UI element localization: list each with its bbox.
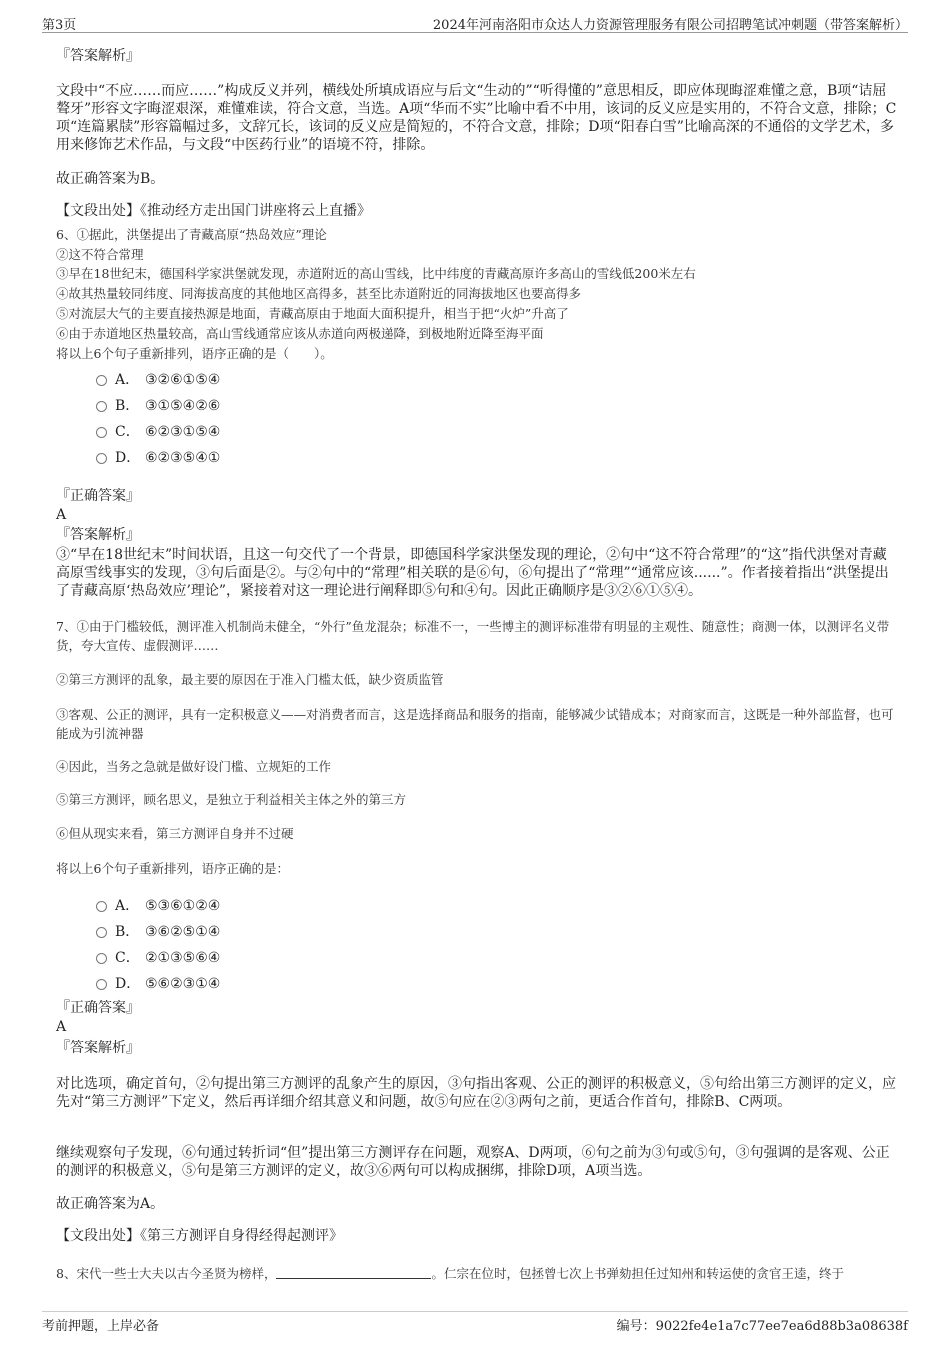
q5-analysis: 文段中“不应……而应……”构成反义并列，横线处所填成语应与后文“生动的”“听得懂的”意思相反，即应体现晦涩难懂之意，B项“诘屈聱牙”形容文字晦涩艰深，难懂难读，符合文意，当选。A项“华而不实”比喻中看不中用，该词的反义应是实用的，不符合文意，排除；C项“连篇累牍”形容篇幅过多，文辞冗长，该词的反义应是简短的，不符合文意，排除；D项“阳春白雪”比喻高深的不通俗的文学艺术，多用来修饰艺术作品，与文段“中医药行业”的语境不符，排除。: [56, 83, 897, 153]
q7-option-b[interactable]: B． ③⑥②⑤①④: [96, 921, 220, 939]
q6-analysis: ③“早在18世纪末”时间状语，且这一句交代了一个背景，即德国科学家洪堡发现的理论，②句中“这不符合常理”的“这”指代洪堡对青藏高原雪线事实的发现，③句后面是②。与②句中的“常理”相关联的是⑥句，⑥句提出了“常理”“通常应该......”。作者接着指出“洪堡提出了青藏高原‘热岛效应’理论”，紧接着对这一理论进行阐释即⑤句和④句。因此正确顺序是③②⑥①⑤④。: [56, 547, 889, 599]
q6-line: 6、①据此，洪堡提出了青藏高原“热岛效应”理论: [56, 227, 327, 242]
radio-icon[interactable]: [96, 979, 107, 990]
q6-line: ⑥由于赤道地区热量较高，高山雪线通常应该从赤道向两极递降，到极地附近降至海平面: [56, 326, 544, 341]
q6-line: ④故其热量较同纬度、同海拔高度的其他地区高得多，甚至比赤道附近的同海拔地区也要高得多: [56, 286, 582, 301]
q7-source: 【文段出处】《第三方测评自身得经得起测评》: [56, 1228, 343, 1244]
page-footer: [42, 1311, 908, 1334]
q7-answer: A: [56, 1019, 67, 1035]
document-title: 2024年河南洛阳市众达人力资源管理服务有限公司招聘笔试冲刺题（带答案解析）: [432, 18, 908, 33]
page-number: 第3页: [42, 18, 77, 33]
q7-analysis-2: 继续观察句子发现，⑥句通过转折词“但”提出第三方测评存在问题，观察A、D两项，⑥句之前为③句或⑤句，③句强调的是客观、公正的测评的积极意义，⑤句是第三方测评的定义，故③⑥两句可以构成捆绑，排除D项，A项当选。: [56, 1145, 890, 1179]
q6-option-c[interactable]: C． ⑥②③①⑤④: [96, 421, 220, 439]
footer-slogan: 考前押题，上岸必备: [42, 1319, 160, 1334]
radio-icon[interactable]: [96, 427, 107, 438]
q7-prompt: 将以上6个句子重新排列，语序正确的是：: [56, 861, 289, 876]
q7-option-a[interactable]: A． ⑤③⑥①②④: [96, 895, 220, 913]
q7-sentence-6: ⑥但从现实来看，第三方测评自身并不过硬: [56, 826, 294, 841]
radio-icon[interactable]: [96, 953, 107, 964]
q7-sentence-4: ④因此，当务之急就是做好设门槛、立规矩的工作: [56, 759, 332, 774]
q6-answer-label: 『正确答案』: [56, 488, 140, 504]
radio-icon[interactable]: [96, 901, 107, 912]
q7-option-d[interactable]: D． ⑤⑥②③①④: [96, 973, 220, 991]
q6-option-d[interactable]: D． ⑥②③⑤④①: [96, 447, 220, 465]
q7-sentence-1: 7、①由于门槛较低，测评准入机制尚未健全，“外行”鱼龙混杂；标准不一，一些博主的测评标准带有明显的主观性、随意性；商测一体，以测评名义带货，夸大宣传、虚假测评……: [56, 619, 890, 653]
q6-prompt: 将以上6个句子重新排列，语序正确的是（ ）。: [56, 346, 333, 361]
q6-answer: A: [56, 507, 67, 523]
q7-answer-label: 『正确答案』: [56, 1000, 140, 1016]
q6-option-b[interactable]: B． ③①⑤④②⑥: [96, 395, 220, 413]
q5-source: 【文段出处】《推动经方走出国门讲座将云上直播》: [56, 203, 371, 219]
q6-line: ⑤对流层大气的主要直接热源是地面，青藏高原由于地面大面积提升，相当于把“火炉”升高了: [56, 306, 569, 321]
q8-question: 8、宋代一些士大夫以古今圣贤为榜样， 。仁宗在位时，包拯曾七次上书弹劾担任过知州和转运使的贪官王逵，终于: [56, 1266, 844, 1281]
q5-analysis-label: 『答案解析』: [56, 48, 140, 64]
radio-icon[interactable]: [96, 453, 107, 464]
document-serial: 编号：9022fe4e1a7c77ee7ea6d88b3a08638f: [616, 1319, 908, 1334]
q7-sentence-2: ②第三方测评的乱象，最主要的原因在于准入门槛太低，缺少资质监管: [56, 672, 444, 687]
q7-option-c[interactable]: C． ②①③⑤⑥④: [96, 947, 220, 965]
q7-sentence-5: ⑤第三方测评，顾名思义，是独立于利益相关主体之外的第三方: [56, 792, 407, 807]
q6-line: ②这不符合常理: [56, 247, 144, 262]
q7-analysis-1: 对比选项，确定首句，②句提出第三方测评的乱象产生的原因，③句指出客观、公正的测评的积极意义，⑤句给出第三方测评的定义，应先对“第三方测评”下定义，然后再详细介绍其意义和问题，故⑤句应在②③两句之前，更适合作首句，排除B、C两项。: [56, 1076, 896, 1110]
radio-icon[interactable]: [96, 401, 107, 412]
q7-analysis-label: 『答案解析』: [56, 1040, 140, 1056]
radio-icon[interactable]: [96, 927, 107, 938]
q7-sentence-3: ③客观、公正的测评，具有一定积极意义——对消费者而言，这是选择商品和服务的指南，能够减少试错成本；对商家而言，这既是一种外部监督，也可能成为引流神器: [56, 707, 894, 741]
q6-option-a[interactable]: A． ③②⑥①⑤④: [96, 369, 220, 387]
radio-icon[interactable]: [96, 375, 107, 386]
answer-blank: [276, 1266, 431, 1279]
q6-line: ③早在18世纪末，德国科学家洪堡就发现，赤道附近的高山雪线，比中纬度的青藏高原许多高山的雪线低200米左右: [56, 266, 696, 281]
q6-analysis-label: 『答案解析』: [56, 527, 140, 543]
q7-conclusion: 故正确答案为A。: [56, 1196, 165, 1212]
q5-conclusion: 故正确答案为B。: [56, 171, 165, 187]
page-header: [42, 12, 908, 33]
